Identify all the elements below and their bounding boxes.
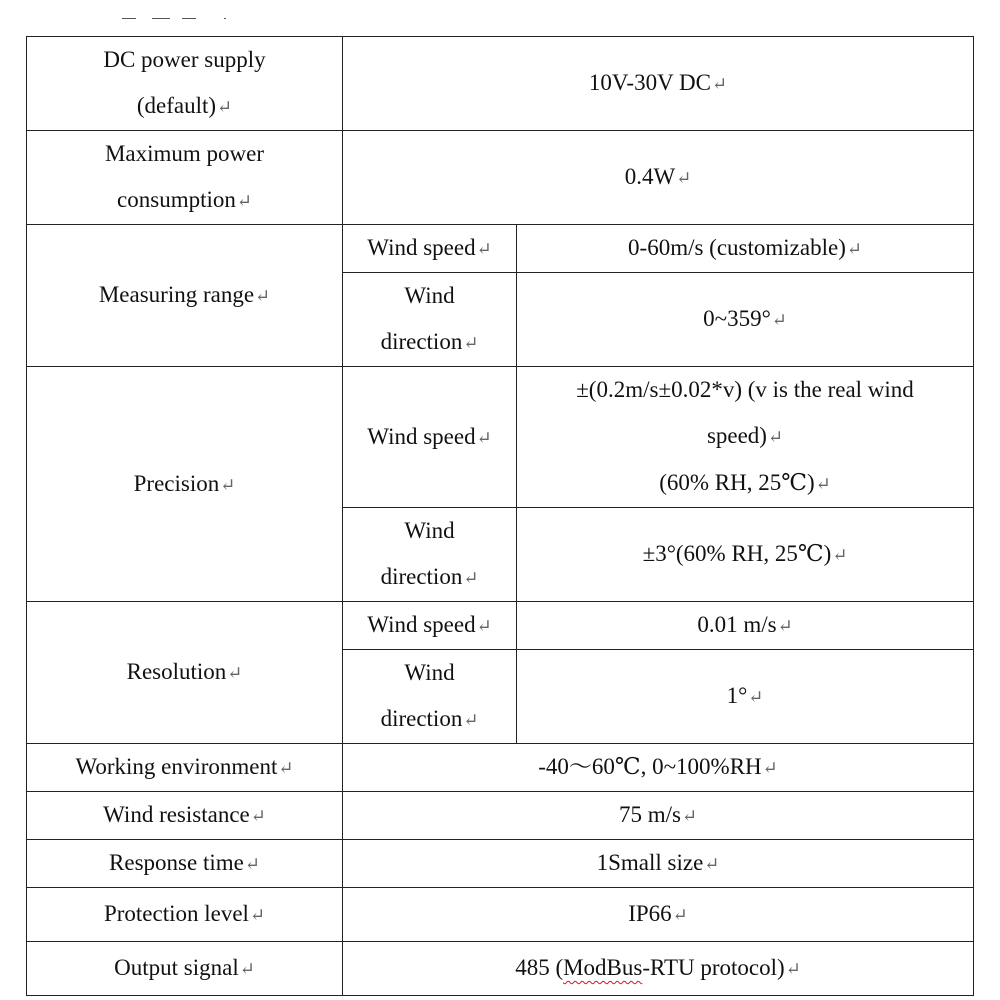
label-cell: Wind resistance↵: [27, 792, 343, 840]
paragraph-mark-icon: ↵: [249, 905, 266, 925]
paragraph-mark-icon: ↵: [250, 806, 266, 826]
paragraph-mark-icon: ↵: [771, 310, 787, 330]
paragraph-mark-icon: ↵: [832, 545, 848, 565]
paragraph-mark-icon: ↵: [476, 616, 492, 636]
sub-label-cell: Wind speed↵: [343, 225, 517, 273]
paragraph-mark-icon: ↵: [672, 905, 688, 925]
sub-label-cell: Wind direction↵: [343, 650, 517, 744]
value-cell: 0-60m/s (customizable)↵: [517, 225, 974, 273]
spellcheck-underline-word: ModBus: [563, 955, 643, 980]
sub-label-cell: Wind speed↵: [343, 367, 517, 508]
value-cell: 0~359°↵: [517, 273, 974, 367]
spec-table: [26, 36, 974, 996]
paragraph-mark-icon: ↵: [227, 663, 243, 683]
paragraph-mark-icon: ↵: [463, 710, 479, 730]
paragraph-mark-icon: ↵: [463, 333, 479, 353]
table-row: [27, 225, 974, 273]
paragraph-mark-icon: ↵: [762, 758, 778, 778]
paragraph-mark-icon: ↵: [476, 239, 492, 259]
paragraph-mark-icon: ↵: [463, 568, 479, 588]
table-row: [27, 942, 974, 996]
label-cell: Working environment↵: [27, 744, 343, 792]
value-cell: 75 m/s↵: [343, 792, 974, 840]
sub-label-cell: Wind speed↵: [343, 602, 517, 650]
value-cell: ±3°(60% RH, 25℃)↵: [517, 508, 974, 602]
label-cell: Response time↵: [27, 840, 343, 888]
label-cell: DC power supply (default)↵: [27, 37, 343, 131]
sub-label-cell: Wind direction↵: [343, 273, 517, 367]
paragraph-mark-icon: ↵: [217, 97, 233, 117]
paragraph-mark-icon: ↵: [676, 168, 692, 188]
paragraph-mark-icon: ↵: [220, 474, 236, 495]
header-remnant-mark: [122, 18, 226, 21]
paragraph-mark-icon: ↵: [476, 427, 492, 448]
label-cell: Resolution↵: [27, 602, 343, 744]
paragraph-mark-icon: ↵: [815, 474, 831, 494]
table-row: [27, 888, 974, 942]
label-cell: Precision↵: [27, 367, 343, 602]
value-cell: ±(0.2m/s±0.02*v) (v is the real wind speed)↵ (60% RH, 25℃)↵: [517, 367, 974, 508]
paragraph-mark-icon: ↵: [777, 616, 793, 636]
table-row: [27, 602, 974, 650]
value-cell: 0.4W↵: [343, 131, 974, 225]
paragraph-mark-icon: ↵: [244, 854, 260, 874]
table-row: [27, 367, 974, 508]
paragraph-mark-icon: ↵: [255, 286, 271, 306]
paragraph-mark-icon: ↵: [236, 191, 252, 211]
table-row: [27, 840, 974, 888]
table-row: [27, 744, 974, 792]
paragraph-mark-icon: ↵: [704, 854, 720, 874]
paragraph-mark-icon: ↵: [239, 959, 255, 979]
table-row: [27, 131, 974, 225]
paragraph-mark-icon: ↵: [785, 959, 801, 979]
value-cell: 10V-30V DC↵: [343, 37, 974, 131]
label-cell: Protection level↵: [27, 888, 343, 942]
label-cell: Output signal↵: [27, 942, 343, 996]
table-row: [27, 37, 974, 131]
value-cell: 1Small size↵: [343, 840, 974, 888]
label-cell: Measuring range↵: [27, 225, 343, 367]
table-row: [27, 792, 974, 840]
paragraph-mark-icon: ↵: [846, 239, 862, 259]
paragraph-mark-icon: ↵: [748, 687, 764, 707]
paragraph-mark-icon: ↵: [278, 758, 294, 778]
sub-label-cell: Wind direction↵: [343, 508, 517, 602]
label-cell: Maximum power consumption↵: [27, 131, 343, 225]
value-cell: 485 (ModBus-RTU protocol)↵: [343, 942, 974, 996]
value-cell: IP66↵: [343, 888, 974, 942]
paragraph-mark-icon: ↵: [767, 427, 784, 447]
value-cell: 0.01 m/s↵: [517, 602, 974, 650]
value-cell: -40～60℃, 0~100%RH↵: [343, 744, 974, 792]
paragraph-mark-icon: ↵: [681, 806, 698, 826]
value-cell: 1°↵: [517, 650, 974, 744]
paragraph-mark-icon: ↵: [711, 74, 728, 94]
